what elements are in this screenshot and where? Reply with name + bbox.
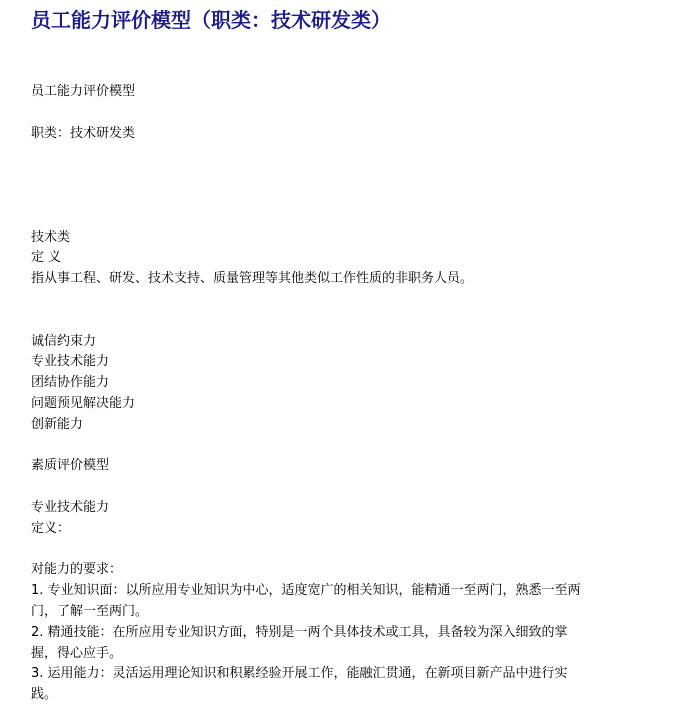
page-title: 员工能力评价模型（职类：技术研发类） — [31, 8, 391, 32]
requirement-item: 2. 精通技能：在所应用专业知识方面，特别是一两个具体技术或工具，具备较为深入细致的掌握，得心应手。 — [31, 624, 568, 661]
quality-model-heading: 素质评价模型 — [31, 458, 110, 474]
spacer — [31, 477, 591, 498]
competency-item: 问题预见解决能力 — [31, 395, 136, 411]
spacer — [31, 290, 591, 332]
tech-section-heading: 技术类 — [31, 229, 71, 245]
competency-item: 诚信约束力 — [31, 333, 97, 349]
spacer — [31, 144, 591, 227]
competency-item: 专业技术能力 — [31, 354, 110, 370]
spacer — [31, 540, 591, 561]
requirements-heading: 对能力的要求： — [31, 562, 123, 578]
competency-item: 创新能力 — [31, 416, 84, 432]
requirement-item: 1. 专业知识面：以所应用专业知识为中心，适度宽广的相关知识，能精通一至两门，熟悉一至两门，了解一至两门。 — [31, 583, 581, 619]
model-name: 员工能力评价模型 — [31, 84, 136, 99]
document-body — [31, 82, 591, 706]
professional-skill-heading: 专业技术能力 — [31, 499, 110, 515]
definition-text: 指从事工程、研发、技术支持、质量管理等其他类似工作性质的非职务人员。 — [31, 271, 474, 287]
definition-label: 定 义 — [31, 250, 62, 266]
competency-item: 团结协作能力 — [31, 375, 110, 391]
spacer — [31, 436, 591, 457]
professional-skill-definition-label: 定义： — [31, 520, 71, 536]
job-category: 职类：技术研发类 — [31, 125, 136, 141]
spacer — [31, 103, 591, 124]
requirement-item: 3. 运用能力：灵活运用理论知识和积累经验开展工作，能融汇贯通，在新项目新产品中进行实践。 — [31, 666, 568, 703]
